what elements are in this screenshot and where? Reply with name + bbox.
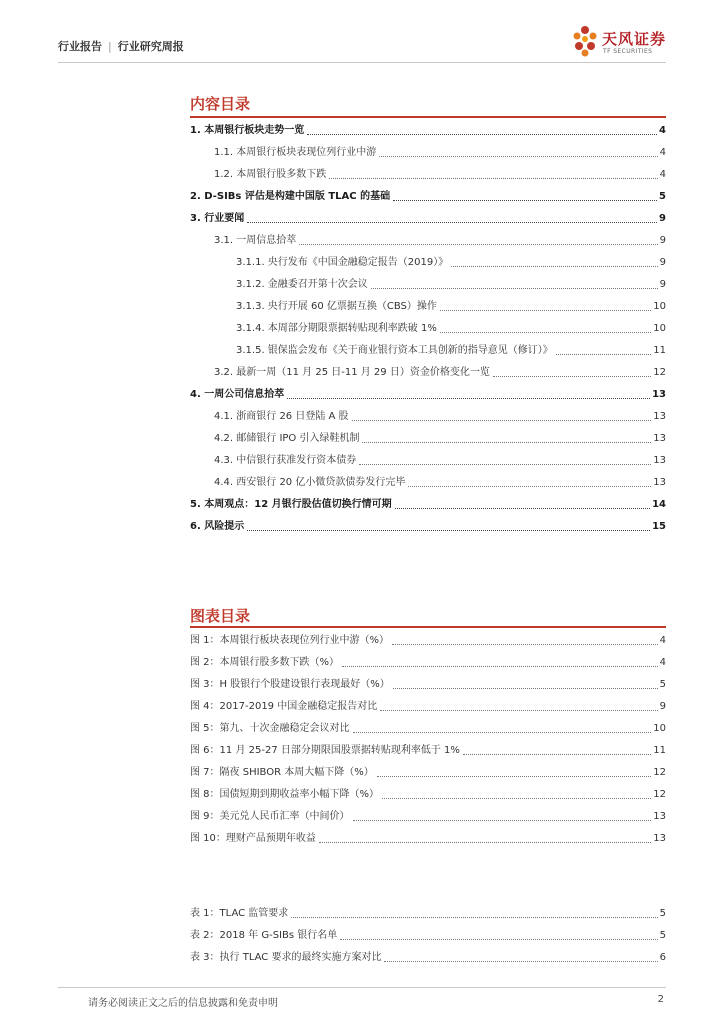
dot-leader <box>384 961 657 962</box>
dot-leader <box>287 398 650 399</box>
toc-entry[interactable] <box>190 320 666 336</box>
brand-name-en: TF SECURITIES <box>603 48 653 55</box>
toc-entry-page: 9 <box>659 257 666 268</box>
toc-entry-page: 13 <box>653 455 666 466</box>
dot-leader <box>382 798 651 799</box>
toc-entry[interactable] <box>190 276 666 292</box>
toc-entry-label: 4.3. 中信银行获准发行资本债券 <box>214 455 357 466</box>
brand-logo <box>570 24 680 64</box>
toc-entry-page: 9 <box>659 213 666 224</box>
toc-entry-page: 13 <box>653 411 666 422</box>
toc-entry-page: 15 <box>652 521 666 532</box>
dot-leader <box>329 178 657 179</box>
figure-entry-label: 图 7：隔夜 SHIBOR 本周大幅下降（%） <box>190 767 374 778</box>
dot-leader <box>247 530 650 531</box>
dot-leader <box>353 820 652 821</box>
toc-entry-label: 4.2. 邮储银行 IPO 引入绿鞋机制 <box>214 433 360 444</box>
table-entry-label: 表 2：2018 年 G-SIBs 银行名单 <box>190 930 338 941</box>
dot-leader <box>371 288 658 289</box>
toc-entry[interactable] <box>190 342 666 358</box>
toc-entry-label: 3.1.1. 央行发布《中国金融稳定报告（2019）》 <box>236 257 449 268</box>
toc-entry-page: 10 <box>653 323 666 334</box>
figure-entry-label: 图 8：国债短期到期收益率小幅下降（%） <box>190 789 380 800</box>
figure-entry-page: 12 <box>653 767 666 778</box>
figure-entry-label: 图 2：本周银行股多数下跌（%） <box>190 657 340 668</box>
figure-entry-page: 12 <box>653 789 666 800</box>
toc-entry[interactable] <box>190 166 666 182</box>
toc-entry[interactable] <box>190 452 666 468</box>
figure-entry-page: 10 <box>653 723 666 734</box>
toc-entry-page: 5 <box>659 191 666 202</box>
dot-leader <box>340 939 657 940</box>
toc-entry[interactable] <box>190 232 666 248</box>
figure-entry[interactable] <box>190 764 666 780</box>
toc-entry-label: 4. 一周公司信息拾萃 <box>190 389 285 400</box>
dot-leader <box>359 464 651 465</box>
toc-entry-page: 14 <box>652 499 666 510</box>
dot-leader <box>556 354 651 355</box>
dot-leader <box>493 376 651 377</box>
toc-entry[interactable] <box>190 188 666 204</box>
dot-leader <box>362 442 651 443</box>
figure-entry-page: 5 <box>659 679 666 690</box>
toc-entry[interactable] <box>190 474 666 490</box>
toc-entry-page: 13 <box>652 389 666 400</box>
toc-entry-label: 3. 行业要闻 <box>190 213 245 224</box>
report-category: 行业报告 <box>58 40 102 53</box>
figure-entry-label: 图 10：理财产品预期年收益 <box>190 833 316 844</box>
toc-entry[interactable] <box>190 408 666 424</box>
dot-leader <box>307 134 657 135</box>
toc-entry[interactable] <box>190 496 666 512</box>
figure-entry[interactable] <box>190 676 666 692</box>
dot-leader <box>377 776 652 777</box>
figure-entry-label: 图 1：本周银行板块表现位列行业中游（%） <box>190 635 390 646</box>
dot-leader <box>379 156 657 157</box>
figure-entry[interactable] <box>190 742 666 758</box>
dot-leader <box>392 644 658 645</box>
header-separator: | <box>108 40 112 53</box>
toc-entry-page: 12 <box>653 367 666 378</box>
figure-entry-page: 9 <box>659 701 666 712</box>
figure-entry-page: 13 <box>653 811 666 822</box>
table-entry-page: 5 <box>659 908 666 919</box>
figure-entry-label: 图 9：美元兑人民币汇率（中间价） <box>190 811 350 822</box>
toc-entry-label: 4.4. 西安银行 20 亿小微贷款债券发行完毕 <box>214 477 406 488</box>
figure-entry-page: 4 <box>659 635 666 646</box>
table-entry-page: 5 <box>659 930 666 941</box>
toc-entry-label: 5. 本周观点：12 月银行股估值切换行情可期 <box>190 499 392 510</box>
dot-leader <box>299 244 657 245</box>
dot-leader <box>247 222 657 223</box>
toc-entry-label: 3.1.2. 金融委召开第十次会议 <box>236 279 368 290</box>
toc-entry-label: 6. 风险提示 <box>190 521 245 532</box>
toc-entry[interactable] <box>190 430 666 446</box>
figure-entry[interactable] <box>190 786 666 802</box>
dot-leader <box>393 200 657 201</box>
dot-leader <box>319 842 651 843</box>
figure-entry[interactable] <box>190 808 666 824</box>
dot-leader <box>342 666 658 667</box>
dot-leader <box>440 310 651 311</box>
report-header <box>58 38 184 54</box>
dot-leader <box>408 486 651 487</box>
table-entry[interactable] <box>190 949 666 965</box>
toc-entry[interactable] <box>190 518 666 534</box>
toc-entry-label: 1.2. 本周银行股多数下跌 <box>214 169 327 180</box>
figure-entry[interactable] <box>190 830 666 846</box>
figure-entry-page: 4 <box>659 657 666 668</box>
figure-entry-page: 13 <box>653 833 666 844</box>
toc-entry-label: 3.1.5. 银保监会发布《关于商业银行资本工具创新的指导意见（修订）》 <box>236 345 553 356</box>
dot-leader <box>440 332 651 333</box>
figure-entry[interactable] <box>190 698 666 714</box>
toc-entry[interactable] <box>190 364 666 380</box>
figure-entry-label: 图 4：2017-2019 中国金融稳定报告对比 <box>190 701 378 712</box>
toc-entry-label: 1.1. 本周银行板块表现位列行业中游 <box>214 147 377 158</box>
figure-entry-label: 图 5：第九、十次金融稳定会议对比 <box>190 723 350 734</box>
figure-entry-label: 图 3：H 股银行个股建设银行表现最好（%） <box>190 679 390 690</box>
toc-entry[interactable] <box>190 210 666 226</box>
toc-entry-label: 2. D-SIBs 评估是构建中国版 TLAC 的基础 <box>190 191 391 202</box>
page-number: 2 <box>657 994 664 1005</box>
toc-entry-label: 1. 本周银行板块走势一览 <box>190 125 305 136</box>
report-subcategory: 行业研究周报 <box>117 40 184 53</box>
table-entry-page: 6 <box>659 952 666 963</box>
toc-entry-label: 3.1. 一周信息拾萃 <box>214 235 297 246</box>
disclaimer-note: 请务必阅读正文之后的信息披露和免责申明 <box>88 998 278 1009</box>
dot-leader <box>395 508 650 509</box>
toc-entry[interactable] <box>190 144 666 160</box>
table-entry-label: 表 3：执行 TLAC 要求的最终实施方案对比 <box>190 952 382 963</box>
toc-entry-label: 3.2. 最新一周（11 月 25 日-11 月 29 日）资金价格变化一览 <box>214 367 490 378</box>
toc-entry-page: 13 <box>653 477 666 488</box>
toc-entry-page: 4 <box>659 125 666 136</box>
toc-entry-page: 4 <box>659 147 666 158</box>
figures-title: 图表目录 <box>190 607 251 625</box>
header-divider <box>58 62 666 63</box>
dot-leader <box>380 710 657 711</box>
toc-entry[interactable] <box>190 122 666 138</box>
dot-leader <box>393 688 658 689</box>
toc-entry-page: 9 <box>659 279 666 290</box>
figure-entry-page: 11 <box>653 745 666 756</box>
toc-title-underline <box>190 116 666 118</box>
figure-entry[interactable] <box>190 632 666 648</box>
toc-entry-label: 3.1.4. 本周部分期限票据转贴现利率跌破 1% <box>236 323 437 334</box>
toc-entry-page: 4 <box>659 169 666 180</box>
dot-leader <box>352 420 652 421</box>
toc-entry[interactable] <box>190 298 666 314</box>
figures-title-underline <box>190 626 666 628</box>
figure-entry[interactable] <box>190 654 666 670</box>
table-entry[interactable] <box>190 927 666 943</box>
dot-leader <box>353 732 652 733</box>
toc-entry-page: 10 <box>653 301 666 312</box>
toc-entry[interactable] <box>190 254 666 270</box>
figure-entry[interactable] <box>190 720 666 736</box>
figure-entry-label: 图 6：11 月 25-27 日部分期限国股票据转贴现利率低于 1% <box>190 745 460 756</box>
toc-entry-label: 4.1. 浙商银行 26 日登陆 A 股 <box>214 411 349 422</box>
dot-leader <box>451 266 657 267</box>
brand-name-cn: 天风证券 <box>602 30 667 48</box>
dot-leader <box>463 754 651 755</box>
toc-entry-page: 11 <box>653 345 666 356</box>
flower-logo-icon <box>570 24 600 60</box>
toc-entry[interactable] <box>190 386 666 402</box>
toc-entry-page: 13 <box>653 433 666 444</box>
footer-divider <box>58 987 666 988</box>
table-entry-label: 表 1：TLAC 监管要求 <box>190 908 289 919</box>
toc-entry-page: 9 <box>659 235 666 246</box>
toc-title: 内容目录 <box>190 95 251 113</box>
toc-entry-label: 3.1.3. 央行开展 60 亿票据互换（CBS）操作 <box>236 301 437 312</box>
dot-leader <box>291 917 657 918</box>
table-entry[interactable] <box>190 905 666 921</box>
